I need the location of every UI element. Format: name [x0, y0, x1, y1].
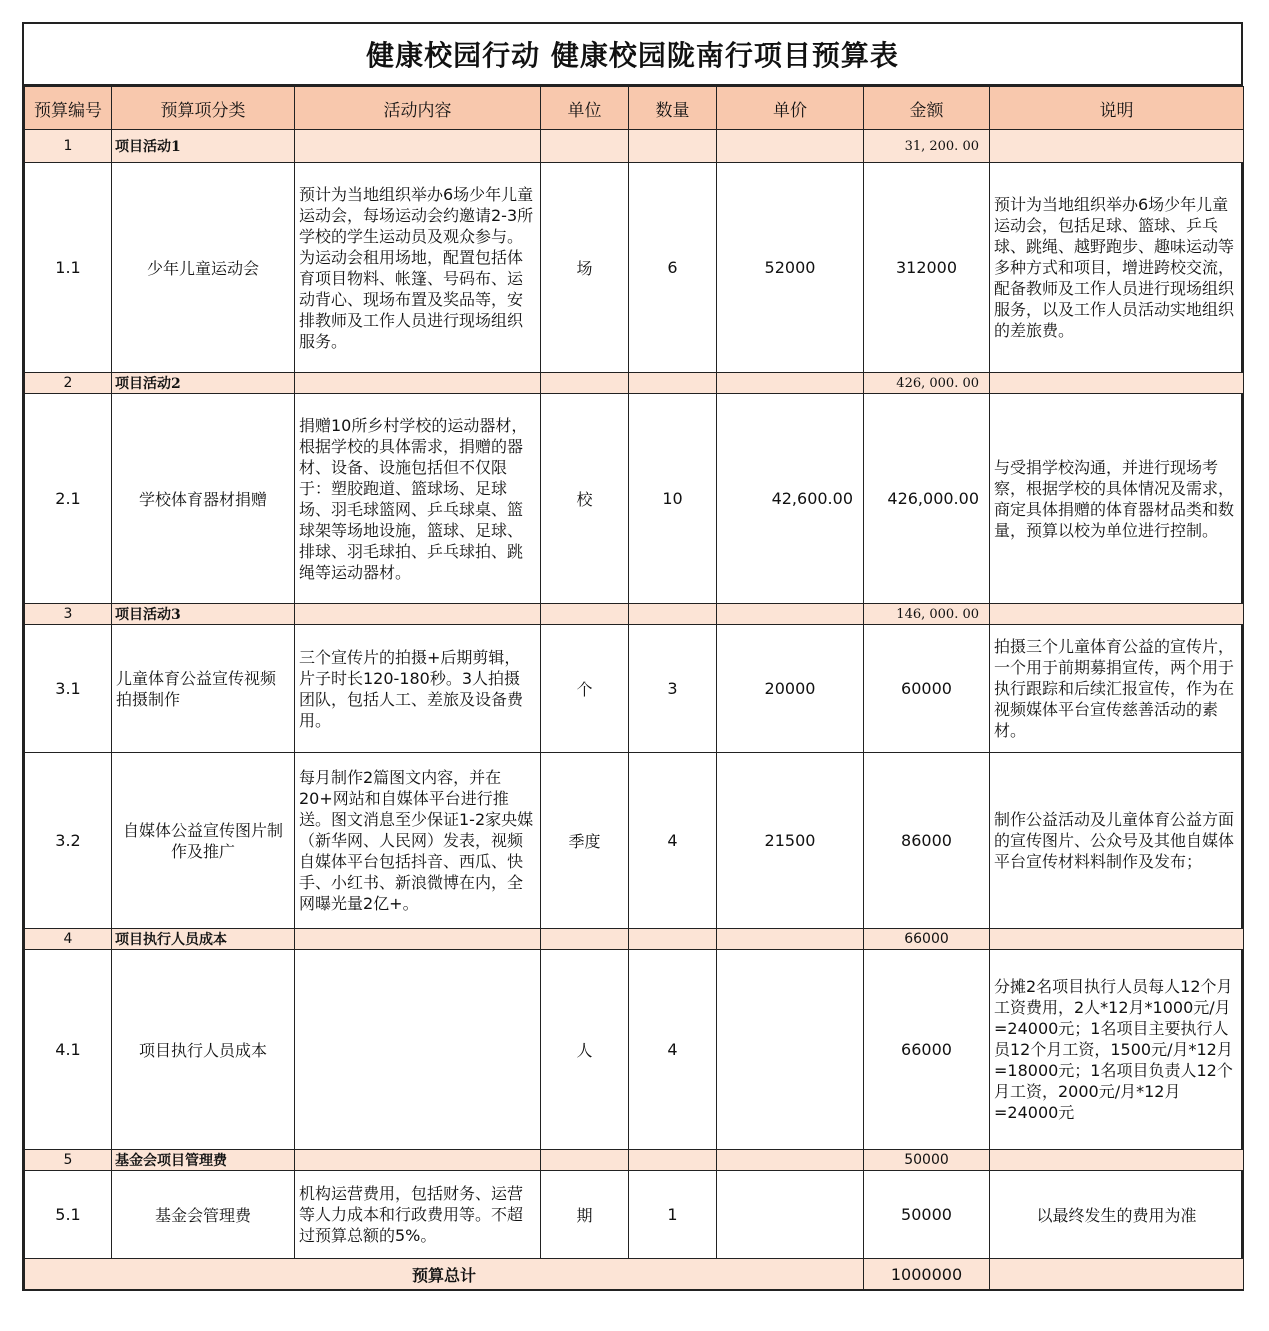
budget-sheet	[22, 22, 1243, 1291]
item-no: 4.1	[25, 950, 112, 1150]
category-no: 3	[25, 604, 112, 625]
table-row	[25, 753, 1244, 929]
category-row	[25, 1150, 1244, 1171]
item-unit: 人	[541, 950, 629, 1150]
header-row	[25, 87, 1244, 130]
item-content: 三个宣传片的拍摄+后期剪辑，片子时长120-180秒。3人拍摄团队，包括人工、差旅及设备费用。	[295, 625, 541, 753]
item-amount: 426,000.00	[864, 394, 990, 604]
category-amount: 146, 000. 00	[864, 604, 990, 625]
item-unit: 校	[541, 394, 629, 604]
category-no: 4	[25, 929, 112, 950]
item-content: 机构运营费用，包括财务、运营等人力成本和行政费用等。不超过预算总额的5%。	[295, 1171, 541, 1259]
category-name: 项目活动3	[112, 604, 295, 625]
table-row	[25, 1171, 1244, 1259]
category-amount: 31, 200. 00	[864, 130, 990, 163]
item-price	[717, 950, 864, 1150]
item-amount: 86000	[864, 753, 990, 929]
item-note: 以最终发生的费用为准	[990, 1171, 1244, 1259]
item-qty: 4	[629, 753, 717, 929]
table-row	[25, 163, 1244, 373]
header-cell: 单价	[717, 87, 864, 130]
category-row	[25, 373, 1244, 394]
item-amount: 60000	[864, 625, 990, 753]
category-name: 项目活动2	[112, 373, 295, 394]
item-amount: 66000	[864, 950, 990, 1150]
category-name: 项目活动1	[112, 130, 295, 163]
item-name: 少年儿童运动会	[112, 163, 295, 373]
item-note: 分摊2名项目执行人员每人12个月工资费用，2人*12月*1000元/月=24000元；1名项目主要执行人员12个月工资，1500元/月*12月=18000元；1名项目负责人12个月工资，2000元/月*12月=24000元	[990, 950, 1244, 1150]
item-no: 1.1	[25, 163, 112, 373]
budget-table	[24, 86, 1244, 1291]
item-qty: 10	[629, 394, 717, 604]
header-cell: 金额	[864, 87, 990, 130]
item-note: 预计为当地组织举办6场少年儿童运动会，包括足球、篮球、乒乓球、跳绳、越野跑步、趣味运动等多种方式和项目，增进跨校交流，配备教师及工作人员进行现场组织服务，以及工作人员活动实地组织的差旅费。	[990, 163, 1244, 373]
header-cell: 数量	[629, 87, 717, 130]
item-no: 3.1	[25, 625, 112, 753]
item-content: 每月制作2篇图文内容，并在20+网站和自媒体平台进行推送。图文消息至少保证1-2家央媒（新华网、人民网）发表，视频自媒体平台包括抖音、西瓜、快手、小红书、新浪微博在内，全网曝光量2亿+。	[295, 753, 541, 929]
header-cell: 预算项分类	[112, 87, 295, 130]
item-name: 自媒体公益宣传图片制作及推广	[112, 753, 295, 929]
item-price	[717, 1171, 864, 1259]
item-content	[295, 950, 541, 1150]
item-note: 制作公益活动及儿童体育公益方面的宣传图片、公众号及其他自媒体平台宣传材料料制作及发布；	[990, 753, 1244, 929]
item-name: 基金会管理费	[112, 1171, 295, 1259]
item-unit: 个	[541, 625, 629, 753]
item-qty: 3	[629, 625, 717, 753]
table-row	[25, 394, 1244, 604]
header-cell: 活动内容	[295, 87, 541, 130]
item-note: 拍摄三个儿童体育公益的宣传片，一个用于前期募捐宣传，两个用于执行跟踪和后续汇报宣传，作为在视频媒体平台宣传慈善活动的素材。	[990, 625, 1244, 753]
total-label: 预算总计	[25, 1259, 864, 1291]
category-name: 项目执行人员成本	[112, 929, 295, 950]
table-row	[25, 950, 1244, 1150]
item-price: 21500	[717, 753, 864, 929]
item-name: 学校体育器材捐赠	[112, 394, 295, 604]
item-amount: 312000	[864, 163, 990, 373]
item-content: 捐赠10所乡村学校的运动器材，根据学校的具体需求，捐赠的器材、设备、设施包括但不仅限于：塑胶跑道、篮球场、足球场、羽毛球篮网、乒乓球桌、篮球架等场地设施，篮球、足球、排球、羽毛球拍、乒乓球拍、跳绳等运动器材。	[295, 394, 541, 604]
item-price: 20000	[717, 625, 864, 753]
item-unit: 季度	[541, 753, 629, 929]
item-unit: 期	[541, 1171, 629, 1259]
item-note: 与受捐学校沟通，并进行现场考察，根据学校的具体情况及需求，商定具体捐赠的体育器材品类和数量，预算以校为单位进行控制。	[990, 394, 1244, 604]
category-no: 2	[25, 373, 112, 394]
category-amount: 426, 000. 00	[864, 373, 990, 394]
category-row	[25, 929, 1244, 950]
item-amount: 50000	[864, 1171, 990, 1259]
item-qty: 4	[629, 950, 717, 1150]
category-no: 1	[25, 130, 112, 163]
total-amount: 1000000	[864, 1259, 990, 1291]
item-price: 52000	[717, 163, 864, 373]
item-name: 项目执行人员成本	[112, 950, 295, 1150]
item-content: 预计为当地组织举办6场少年儿童运动会，每场运动会约邀请2-3所学校的学生运动员及观众参与。为运动会租用场地，配置包括体育项目物料、帐篷、号码布、运动背心、现场布置及奖品等，安排教师及工作人员进行现场组织服务。	[295, 163, 541, 373]
header-cell: 单位	[541, 87, 629, 130]
table-row	[25, 625, 1244, 753]
item-no: 2.1	[25, 394, 112, 604]
category-row	[25, 604, 1244, 625]
category-amount: 66000	[864, 929, 990, 950]
item-unit: 场	[541, 163, 629, 373]
item-qty: 1	[629, 1171, 717, 1259]
item-name: 儿童体育公益宣传视频拍摄制作	[112, 625, 295, 753]
category-name: 基金会项目管理费	[112, 1150, 295, 1171]
category-no: 5	[25, 1150, 112, 1171]
header-cell: 说明	[990, 87, 1244, 130]
item-no: 3.2	[25, 753, 112, 929]
category-row	[25, 130, 1244, 163]
header-cell: 预算编号	[25, 87, 112, 130]
category-amount: 50000	[864, 1150, 990, 1171]
item-no: 5.1	[25, 1171, 112, 1259]
total-row	[25, 1259, 1244, 1291]
item-price: 42,600.00	[717, 394, 864, 604]
sheet-title: 健康校园行动 健康校园陇南行项目预算表	[24, 24, 1241, 86]
item-qty: 6	[629, 163, 717, 373]
